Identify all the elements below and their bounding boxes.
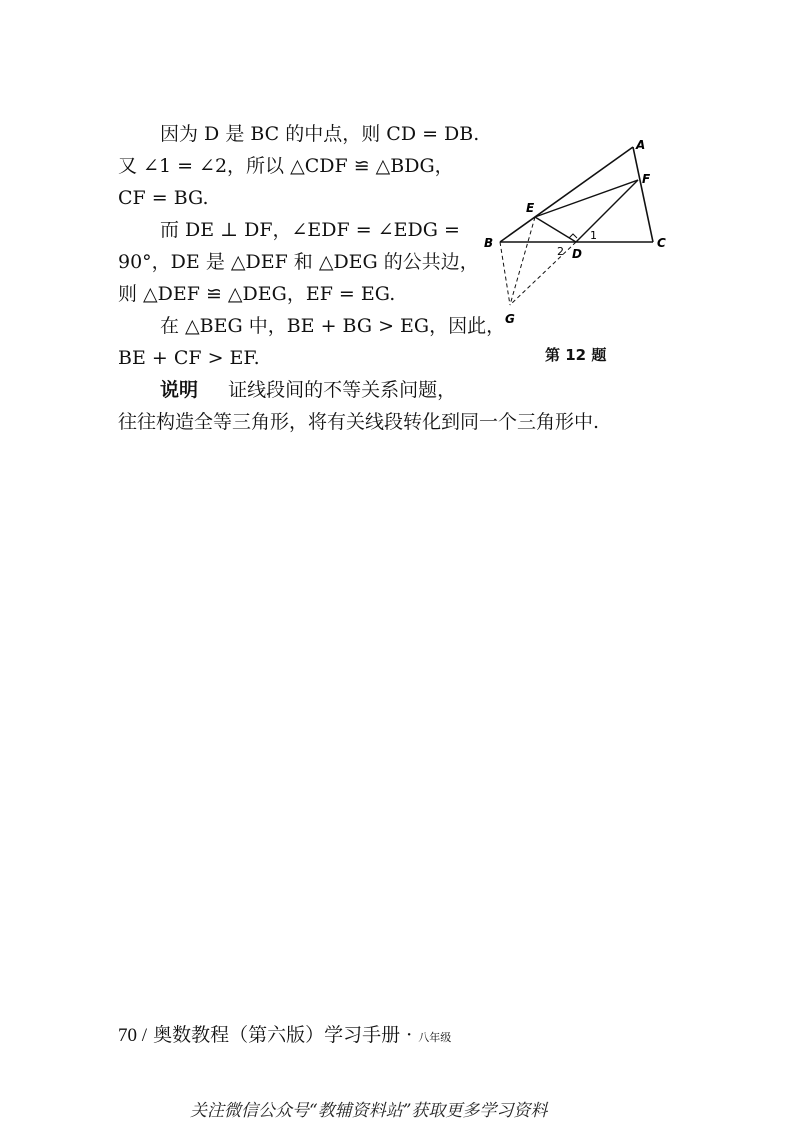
note-line-2: 往往构造全等三角形，将有关线段转化到同一个三角形中. [118, 411, 600, 433]
label-angle-2: 2 [557, 245, 564, 258]
text-line-1: 因为 D 是 BC 的中点，则 CD = DB. [160, 123, 480, 145]
label-D: D [572, 247, 582, 261]
note-label: 说明 [160, 379, 199, 401]
segment-EF [535, 180, 638, 217]
text-line-4: 而 DE ⊥ DF，∠EDF = ∠EDG = [160, 219, 460, 241]
text-line-5: 90°，DE 是 △DEF 和 △DEG 的公共边， [118, 251, 479, 273]
right-angle-mark [569, 234, 577, 238]
segment-EG [510, 217, 535, 305]
label-G: G [505, 312, 515, 326]
label-A: A [636, 138, 646, 152]
label-angle-1: 1 [590, 229, 597, 242]
text-line-6: 则 △DEF ≌ △DEG，EF = EG. [118, 283, 396, 305]
segment-BA [500, 147, 633, 242]
text-line-2: 又 ∠1 = ∠2，所以 △CDF ≌ △BDG， [118, 155, 454, 177]
text-line-3: CF = BG. [118, 187, 209, 209]
label-B: B [484, 236, 494, 250]
label-C: C [657, 236, 666, 250]
figure-caption: 第 12 题 [545, 346, 607, 364]
segment-AC [633, 147, 653, 242]
text-line-7: 在 △BEG 中，BE + BG > EG，因此， [160, 315, 506, 337]
watermark-text: 关注微信公众号“教辅资料站”获取更多学习资料 [190, 1101, 548, 1121]
label-E: E [526, 201, 535, 215]
geometry-figure [478, 135, 678, 335]
label-F: F [642, 172, 651, 186]
segment-DG [510, 242, 576, 305]
page-footer [118, 1020, 451, 1047]
book-title: 奥数教程（第六版）学习手册 · [153, 1024, 413, 1046]
note-text: 证线段间的不等关系问题， [228, 379, 457, 401]
note-line-1 [160, 378, 456, 402]
segment-DF [576, 180, 638, 242]
segment-ED [535, 217, 576, 242]
text-line-8: BE + CF > EF. [118, 347, 260, 369]
segment-BG [500, 242, 510, 305]
grade-label: 八年级 [418, 1031, 452, 1044]
page-number: 70 / [118, 1025, 148, 1046]
